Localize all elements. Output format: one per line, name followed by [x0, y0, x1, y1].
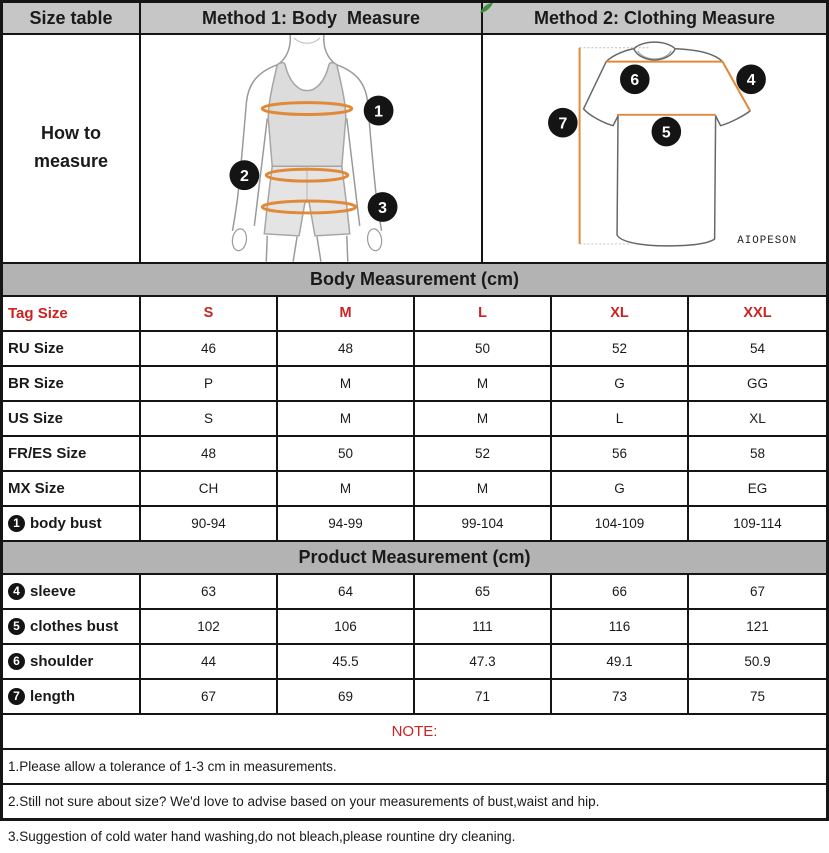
- green-leaf-mark: [478, 3, 494, 13]
- sleeve-label: sleeve: [30, 582, 76, 600]
- marker-1-badge: [364, 96, 394, 126]
- note-item-2: 2.Still not sure about size? We'd love to advise based on your measurements of bust,waist and hip.: [3, 785, 826, 820]
- body-bust-label: body bust: [30, 514, 102, 532]
- method1-header: Method 1: Body Measure: [141, 3, 483, 33]
- product-measurement-title: Product Measurement (cm): [3, 542, 826, 575]
- marker-2-badge: [229, 160, 259, 190]
- tag-size-label: Tag Size: [3, 297, 141, 330]
- marker-4-badge: [736, 65, 766, 95]
- clothing-measure-diagram-cell: [483, 35, 826, 262]
- svg-text:7: 7: [558, 115, 568, 133]
- body-measure-diagram: [141, 35, 481, 262]
- table-row-br-size: BR Size P M M G GG: [3, 367, 826, 402]
- table-row-mx-size: MX Size CH M M G EG: [3, 472, 826, 507]
- svg-text:1: 1: [374, 103, 384, 121]
- circled-6-icon: 6: [8, 653, 25, 670]
- table-row-us-size: US Size S M M L XL: [3, 402, 826, 437]
- body-measurement-title: Body Measurement (cm): [3, 264, 826, 297]
- body-measure-diagram-cell: [141, 35, 483, 262]
- shoulder-label: shoulder: [30, 652, 94, 670]
- table-row-ru-size: RU Size 46 48 50 52 54: [3, 332, 826, 367]
- table-row-length: 7 length 67 69 71 73 75: [3, 680, 826, 715]
- marker-5-badge: [652, 117, 682, 147]
- how-to-measure-label: How to measure: [3, 35, 141, 262]
- svg-text:3: 3: [378, 199, 387, 217]
- marker-7-badge: [548, 108, 578, 138]
- note-title: NOTE:: [3, 715, 826, 750]
- svg-text:5: 5: [661, 124, 671, 142]
- circled-5-icon: 5: [8, 618, 25, 635]
- note-item-1: 1.Please allow a tolerance of 1-3 cm in measurements.: [3, 750, 826, 785]
- svg-text:6: 6: [630, 72, 640, 90]
- note-item-3: 3.Suggestion of cold water hand washing,do not bleach,please rountine dry cleaning.: [8, 828, 516, 844]
- marker-6-badge: [620, 65, 650, 95]
- size-col-m: M: [278, 297, 415, 330]
- length-label: length: [30, 687, 75, 705]
- table-row-body-bust: 1 body bust 90-94 94-99 99-104 104-109 109-114: [3, 507, 826, 542]
- size-col-l: L: [415, 297, 552, 330]
- table-row-clothes-bust: 5 clothes bust 102 106 111 116 121: [3, 610, 826, 645]
- clothes-bust-label: clothes bust: [30, 617, 119, 635]
- table-row-sleeve: 4 sleeve 63 64 65 66 67: [3, 575, 826, 610]
- svg-text:2: 2: [239, 168, 249, 186]
- svg-text:4: 4: [746, 72, 756, 90]
- marker-3-badge: [368, 192, 398, 222]
- table-row-fres-size: FR/ES Size 48 50 52 56 58: [3, 437, 826, 472]
- circled-1-icon: 1: [8, 515, 25, 532]
- size-col-xxl: XXL: [743, 305, 772, 322]
- brand-text: AIOPESON: [737, 234, 798, 247]
- tag-size-row: [3, 297, 826, 332]
- size-col-s: S: [141, 297, 278, 330]
- circled-7-icon: 7: [8, 688, 25, 705]
- size-col-xl: XL: [552, 297, 689, 330]
- size-table-header: Size table: [3, 3, 141, 33]
- circled-4-icon: 4: [8, 583, 25, 600]
- top-header-row: [3, 3, 826, 35]
- how-to-measure-row: [3, 35, 826, 264]
- table-row-shoulder: 6 shoulder 44 45.5 47.3 49.1 50.9: [3, 645, 826, 680]
- clothing-measure-diagram: [483, 35, 826, 262]
- method2-header: Method 2: Clothing Measure: [483, 3, 826, 33]
